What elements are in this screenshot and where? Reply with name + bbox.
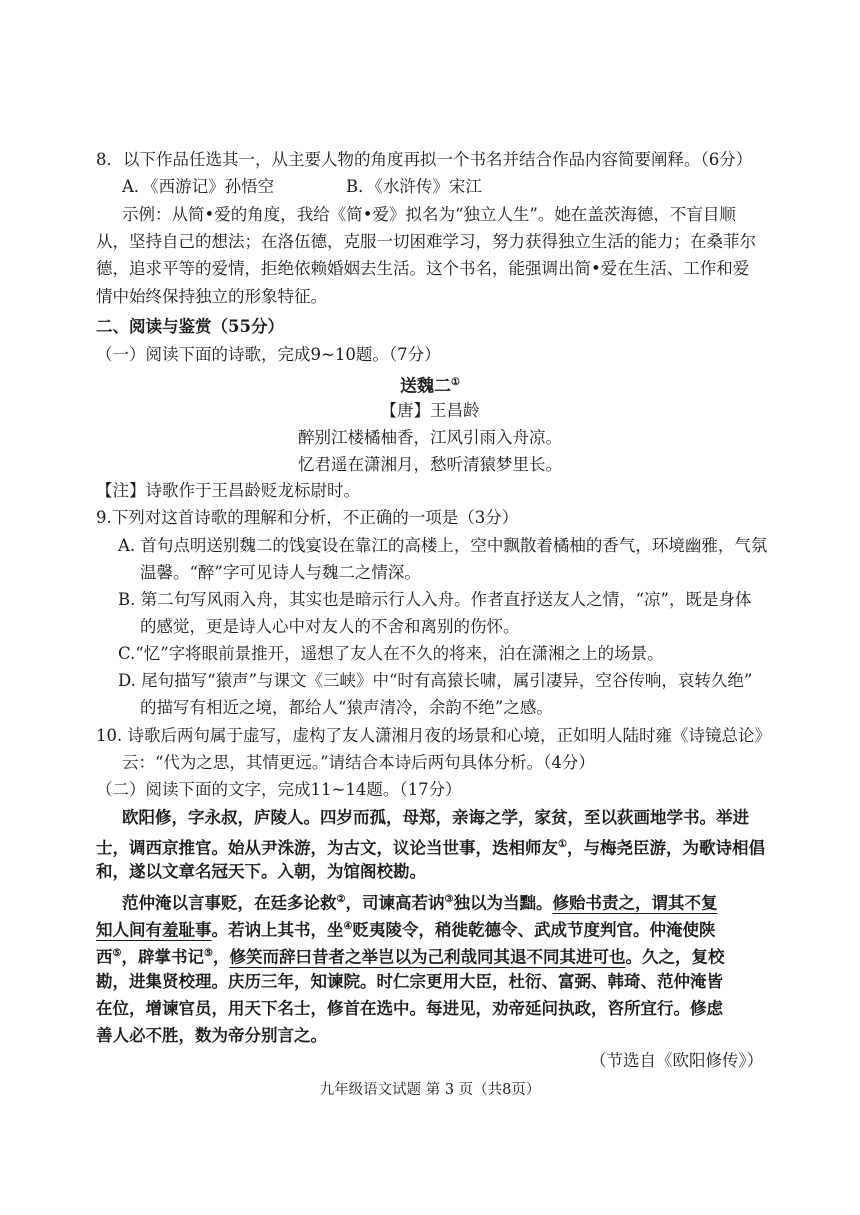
underlined-sentence: 知人间有羞耻事 <box>96 920 212 940</box>
prose-line <box>96 943 724 969</box>
q9-option-a-cont: 温馨。“醉”字可见诗人与魏二之情深。 <box>140 563 421 582</box>
q10-stem-cont: 云：“代为之思，其情更远。”请结合本诗后两句具体分析。（4分） <box>122 753 595 772</box>
part-heading: （一）阅读下面的诗歌，完成9~10题。（7分） <box>96 345 441 364</box>
footnote-marker: ② <box>336 894 346 905</box>
footnote-marker: ③ <box>444 894 454 905</box>
prose-text: ，司谏高若讷 <box>345 893 445 913</box>
q9-option-d: D. 尾句描写“猿声”与课文《三峡》中“时有高猿长啸，属引凄异，空谷传响，哀转久绝” <box>118 671 753 690</box>
footnote-marker: ⑤ <box>203 948 213 959</box>
prose-line: 欧阳修，字永叔，庐陵人。四岁而孤，母郑，亲诲之学，家贫，至以荻画地学书。举进 <box>122 808 749 827</box>
section-heading: 二、阅读与鉴赏（55分） <box>96 317 284 336</box>
prose-line <box>96 834 765 860</box>
prose-line <box>96 916 715 942</box>
prose-text: 范仲淹以言事贬，在廷多论救 <box>122 893 337 913</box>
prose-line: 善人必不胜，数为帝分别言之。 <box>96 1026 327 1045</box>
footnote-marker: ① <box>558 839 567 850</box>
prose-text: 。若讷上其书，坐 <box>211 920 344 940</box>
prose-text: 士，调西京推官。始从尹洙游，为古文，议论当世事，迭相师友 <box>96 838 558 858</box>
part-heading: （二）阅读下面的文字，完成11~14题。（17分） <box>96 780 462 799</box>
q10-stem: 10. 诗歌后两句属于虚写，虚构了友人潇湘月夜的场景和心境，正如明人陆时雍《诗镜总论》 <box>96 726 771 745</box>
poem-author: 【唐】王昌龄 <box>380 401 480 420</box>
q8-example-line: 从，坚持自己的想法；在洛伍德，克服一切困难学习，努力获得独立生活的能力；在桑菲尔 <box>96 232 756 251</box>
prose-text: 贬夷陵令，稍徙乾德令、武成节度判官。仲淹使陕 <box>352 920 716 940</box>
prose-line <box>122 889 717 915</box>
underlined-sentence: 修贻书责之，谓其不复 <box>552 893 718 913</box>
prose-line: 在位，增谏官员，用天下名士，修首在选中。每进见，劝帝延问执政，咨所宜行。修虑 <box>96 999 723 1018</box>
q8-option-a: A．《西游记》孙悟空 <box>122 177 275 196</box>
q8-example-line: 示例：从简•爱的角度，我给《简•爱》拟名为“独立人生”。她在盖茨海德，不盲目顺 <box>122 205 736 224</box>
prose-line: 和，遂以文章名冠天下。入朝，为馆阁校勘。 <box>96 862 426 881</box>
q8-example-line: 情中始终保持独立的形象特征。 <box>96 287 327 306</box>
q8-example-line: 德，追求平等的爱情，拒绝依赖婚姻去生活。这个书名，能强调出简•爱在生活、工作和爱 <box>96 259 750 278</box>
prose-text: ， <box>212 947 230 967</box>
q8-option-b: B．《水浒传》宋江 <box>346 177 482 196</box>
prose-text: ，辟掌书记 <box>121 947 204 967</box>
prose-text: 。久之，复校 <box>625 947 725 967</box>
page-footer: 九年级语文试题 第 3 页（共8页） <box>319 1082 541 1098</box>
underlined-sentence: 修笑而辞曰昔者之举岂以为己利哉同其退不同其进可也 <box>229 947 626 967</box>
poem-title-note: ① <box>451 377 460 388</box>
q9-option-b-cont: 的感觉，更是诗人心中对友人的不舍和离别的伤怀。 <box>140 617 520 636</box>
q9-option-c: C.“忆”字将眼前景推开，遥想了友人在不久的将来，泊在潇湘之上的场景。 <box>118 644 664 663</box>
poem-line: 忆君遥在潇湘月，愁听清猿梦里长。 <box>298 455 562 474</box>
source-citation: （节选自《欧阳修传》） <box>590 1051 764 1070</box>
footnote-marker: ⑤ <box>112 948 122 959</box>
q8-stem: 8．以下作品任选其一，从主要人物的角度再拟一个书名并结合作品内容简要阐释。（6分） <box>96 150 753 169</box>
footnote-marker: ④ <box>343 921 353 932</box>
q9-option-a: A. 首句点明送别魏二的饯宴设在靠江的高楼上，空中飘散着橘柚的香气，环境幽雅，气氛 <box>118 536 768 555</box>
prose-text: ，与梅尧臣游，为歌诗相倡 <box>566 838 765 858</box>
poem-line: 醉别江楼橘柚香，江风引雨入舟凉。 <box>298 428 562 447</box>
q9-stem: 9.下列对这首诗歌的理解和分析，不正确的一项是（3分） <box>96 508 519 527</box>
prose-line: 勘，进集贤校理。庆历三年，知谏院。时仁宗更用大臣，杜衍、富弼、韩琦、范仲淹皆 <box>96 972 723 991</box>
prose-text: 独以为当黜。 <box>453 893 553 913</box>
poem-note: 【注】诗歌作于王昌龄贬龙标尉时。 <box>96 481 360 500</box>
poem-title-text: 送魏二 <box>400 376 452 397</box>
poem-title <box>0 372 860 398</box>
prose-text: 西 <box>96 947 113 967</box>
q9-option-d-cont: 的描写有相近之境，都给人“猿声清冷，余韵不绝”之感。 <box>140 698 553 717</box>
q9-option-b: B. 第二句写风雨入舟，其实也是暗示行人入舟。作者直抒送友人之情，“凉”，既是身体 <box>118 590 752 609</box>
